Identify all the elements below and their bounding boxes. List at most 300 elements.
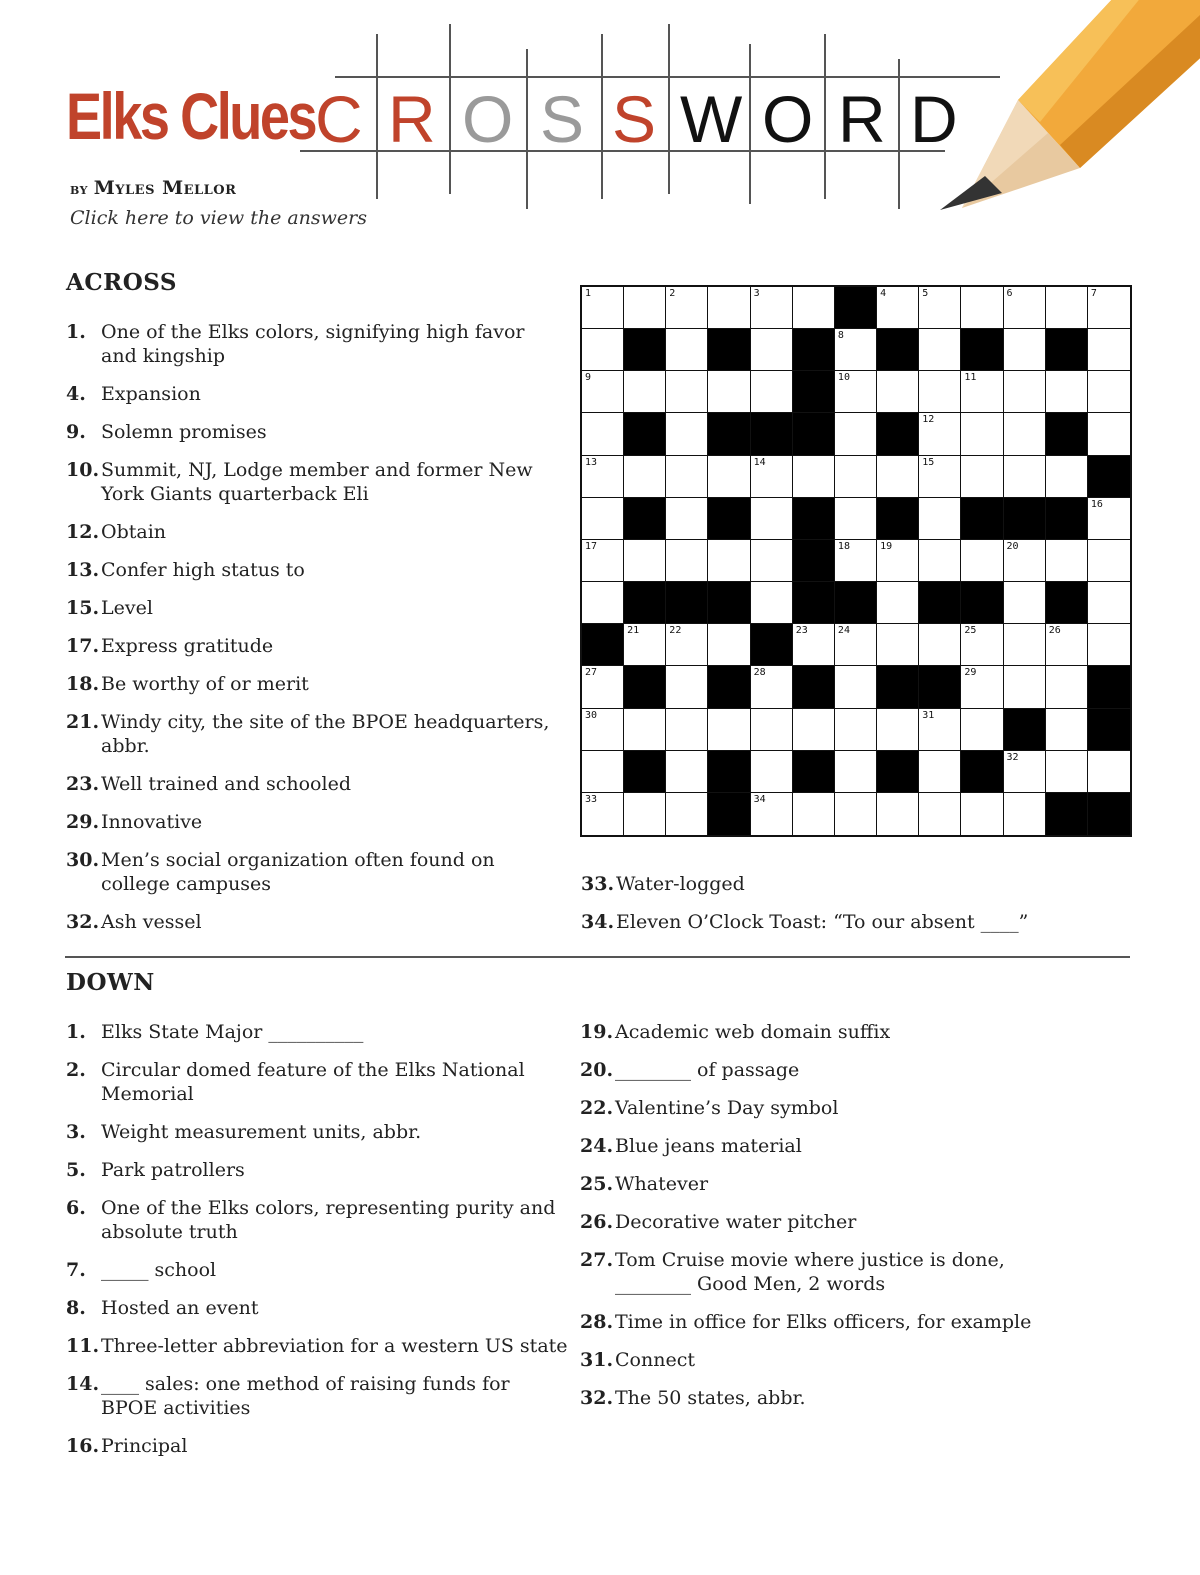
across-clue: [66, 848, 566, 896]
clue-number: 1.: [66, 321, 86, 343]
grid-black-cell: [1088, 456, 1130, 498]
crossword-grid: [580, 285, 1132, 837]
grid-cell[interactable]: [793, 793, 835, 835]
clue-number: 9.: [66, 421, 86, 443]
grid-cell[interactable]: [793, 624, 835, 666]
grid-black-cell: [877, 751, 919, 793]
grid-black-cell: [751, 624, 793, 666]
title-letter: R: [388, 82, 436, 156]
grid-cell[interactable]: [751, 371, 793, 413]
clue-text: Academic web domain suffix: [615, 1021, 891, 1043]
grid-cell[interactable]: [1004, 540, 1046, 582]
clue-text: Express gratitude: [101, 635, 274, 657]
grid-black-cell: [793, 371, 835, 413]
grid-cell[interactable]: [582, 371, 624, 413]
grid-cell-number: 31: [922, 709, 935, 721]
clue-text: _____ school: [101, 1259, 217, 1281]
grid-cell[interactable]: [666, 709, 708, 751]
grid-black-cell: [877, 329, 919, 371]
across-clue: [66, 520, 531, 544]
grid-cell[interactable]: [666, 287, 708, 329]
grid-cell[interactable]: [961, 413, 1003, 455]
grid-cell[interactable]: [961, 456, 1003, 498]
across-clue: [66, 634, 531, 658]
down-clue: [66, 1196, 556, 1244]
grid-cell-number: 12: [922, 414, 935, 426]
clue-number: 5.: [66, 1159, 86, 1181]
clue-number: 27.: [580, 1249, 614, 1271]
clue-number: 14.: [66, 1373, 100, 1395]
grid-cell[interactable]: [582, 582, 624, 624]
grid-cell[interactable]: [751, 498, 793, 540]
clue-text: Connect: [615, 1349, 695, 1371]
grid-cell[interactable]: [666, 329, 708, 371]
grid-cell[interactable]: [1046, 624, 1088, 666]
clue-text: ________ of passage: [615, 1059, 800, 1081]
grid-cell[interactable]: [751, 709, 793, 751]
clue-number: 26.: [580, 1211, 614, 1233]
grid-cell-number: 4: [880, 288, 887, 299]
grid-cell[interactable]: [1088, 371, 1130, 413]
clue-text: The 50 states, abbr.: [615, 1387, 806, 1409]
grid-black-cell: [751, 413, 793, 455]
grid-cell-number: 3: [753, 288, 760, 299]
grid-cell[interactable]: [961, 624, 1003, 666]
grid-cell-number: 26: [1048, 625, 1061, 637]
grid-black-cell: [919, 666, 961, 708]
grid-cell[interactable]: [708, 456, 750, 498]
grid-black-cell: [793, 413, 835, 455]
down-clue: [66, 1258, 531, 1282]
grid-cell-number: 19: [880, 540, 893, 552]
grid-cell-number: 5: [922, 288, 929, 299]
clue-number: 15.: [66, 597, 100, 619]
clue-number: 32.: [580, 1387, 614, 1409]
grid-cell-number: 7: [1090, 288, 1097, 299]
clue-number: 7.: [66, 1259, 86, 1281]
grid-cell[interactable]: [751, 793, 793, 835]
grid-cell[interactable]: [835, 709, 877, 751]
grid-cell[interactable]: [666, 751, 708, 793]
grid-cell[interactable]: [877, 371, 919, 413]
grid-cell[interactable]: [877, 287, 919, 329]
grid-cell[interactable]: [1088, 329, 1130, 371]
grid-black-cell: [793, 666, 835, 708]
clue-text: Solemn promises: [101, 421, 267, 443]
grid-cell-number: 10: [837, 372, 850, 384]
section-divider: [65, 956, 1130, 958]
down-clue: [580, 1020, 1140, 1044]
grid-black-cell: [708, 666, 750, 708]
grid-cell-number: 25: [964, 625, 977, 637]
grid-cell[interactable]: [835, 540, 877, 582]
grid-black-cell: [961, 582, 1003, 624]
title-letter: C: [315, 82, 363, 156]
grid-cell[interactable]: [624, 287, 666, 329]
grid-cell-number: 27: [585, 667, 598, 679]
grid-cell[interactable]: [708, 709, 750, 751]
grid-cell[interactable]: [624, 624, 666, 666]
grid-cell[interactable]: [877, 582, 919, 624]
grid-black-cell: [1046, 793, 1088, 835]
grid-cell[interactable]: [1088, 624, 1130, 666]
clue-text: Hosted an event: [101, 1297, 259, 1319]
grid-cell-number: 8: [837, 330, 844, 342]
grid-cell[interactable]: [624, 540, 666, 582]
grid-cell[interactable]: [751, 456, 793, 498]
grid-cell[interactable]: [919, 540, 961, 582]
grid-black-cell: [624, 751, 666, 793]
grid-cell-number: 9: [585, 372, 592, 384]
clue-number: 10.: [66, 459, 100, 481]
grid-cell[interactable]: [919, 751, 961, 793]
grid-cell[interactable]: [666, 793, 708, 835]
grid-black-cell: [961, 329, 1003, 371]
grid-cell[interactable]: [582, 329, 624, 371]
clue-number: 4.: [66, 383, 86, 405]
grid-cell[interactable]: [582, 540, 624, 582]
grid-black-cell: [961, 498, 1003, 540]
grid-cell-number: 21: [627, 625, 640, 637]
clue-number: 24.: [580, 1135, 614, 1157]
grid-cell-number: 6: [1006, 288, 1013, 299]
grid-cell[interactable]: [1088, 498, 1130, 540]
clue-number: 31.: [580, 1349, 614, 1371]
clue-number: 8.: [66, 1297, 86, 1319]
grid-cell[interactable]: [961, 287, 1003, 329]
clue-number: 16.: [66, 1435, 100, 1457]
grid-cell[interactable]: [582, 456, 624, 498]
grid-cell[interactable]: [919, 329, 961, 371]
grid-cell[interactable]: [751, 582, 793, 624]
grid-black-cell: [1046, 329, 1088, 371]
clue-text: Eleven O’Clock Toast: “To our absent ____”: [616, 911, 1029, 933]
grid-black-cell: [708, 751, 750, 793]
grid-black-cell: [835, 287, 877, 329]
clue-text: Valentine’s Day symbol: [615, 1097, 839, 1119]
grid-cell[interactable]: [624, 793, 666, 835]
grid-cell[interactable]: [919, 287, 961, 329]
down-clue: [580, 1134, 1140, 1158]
grid-cell[interactable]: [1004, 751, 1046, 793]
grid-cell[interactable]: [751, 666, 793, 708]
grid-cell[interactable]: [961, 540, 1003, 582]
grid-black-cell: [1088, 709, 1130, 751]
grid-cell[interactable]: [582, 709, 624, 751]
grid-black-cell: [1004, 498, 1046, 540]
clue-number: 19.: [580, 1021, 614, 1043]
clue-number: 2.: [66, 1059, 86, 1081]
clue-text: Men’s social organization often found on college campuses: [101, 849, 495, 895]
clue-text: Time in office for Elks officers, for example: [615, 1311, 1032, 1333]
clue-number: 18.: [66, 673, 100, 695]
grid-cell-number: 32: [1006, 751, 1019, 763]
title-letter: O: [462, 82, 514, 156]
clue-number: 13.: [66, 559, 100, 581]
clue-text: Obtain: [101, 521, 167, 543]
grid-black-cell: [793, 751, 835, 793]
grid-cell[interactable]: [877, 793, 919, 835]
grid-cell-number: 1: [585, 288, 592, 299]
grid-black-cell: [835, 582, 877, 624]
clue-text: Level: [101, 597, 153, 619]
grid-cell[interactable]: [1004, 287, 1046, 329]
grid-black-cell: [708, 498, 750, 540]
clue-text: ____ sales: one method of raising funds for BPOE activities: [101, 1373, 510, 1419]
grid-cell[interactable]: [1046, 666, 1088, 708]
view-answers-link[interactable]: Click here to view the answers: [70, 207, 368, 229]
clue-text: Well trained and schooled: [101, 773, 351, 795]
grid-black-cell: [793, 498, 835, 540]
title-letter: O: [762, 82, 814, 156]
grid-cell-number: 30: [585, 709, 598, 721]
clue-number: 3.: [66, 1121, 86, 1143]
down-clue: [66, 1296, 531, 1320]
grid-cell[interactable]: [582, 666, 624, 708]
pencil-icon: [930, 0, 1200, 215]
grid-cell-number: 15: [922, 456, 935, 468]
clue-number: 25.: [580, 1173, 614, 1195]
grid-cell-number: 29: [964, 667, 977, 679]
grid-cell-number: 11: [964, 372, 977, 384]
grid-cell[interactable]: [835, 751, 877, 793]
grid-cell-number: 20: [1006, 540, 1019, 552]
grid-cell[interactable]: [1088, 582, 1130, 624]
down-clue: [66, 1372, 526, 1420]
clue-text: Elks State Major __________: [101, 1021, 364, 1043]
grid-cell[interactable]: [751, 287, 793, 329]
grid-cell[interactable]: [877, 540, 919, 582]
grid-cell[interactable]: [1004, 329, 1046, 371]
title-letter: S: [540, 82, 585, 156]
across-clue: [66, 772, 531, 796]
grid-cell[interactable]: [624, 456, 666, 498]
down-clue: [66, 1120, 531, 1144]
clue-number: 1.: [66, 1021, 86, 1043]
across-clue: [581, 910, 1141, 934]
clue-text: One of the Elks colors, signifying high favor and kingship: [101, 321, 525, 367]
grid-black-cell: [1046, 582, 1088, 624]
grid-cell[interactable]: [666, 666, 708, 708]
grid-cell[interactable]: [1004, 666, 1046, 708]
grid-black-cell: [1046, 498, 1088, 540]
grid-cell[interactable]: [708, 287, 750, 329]
clue-number: 22.: [580, 1097, 614, 1119]
grid-cell[interactable]: [961, 793, 1003, 835]
grid-black-cell: [708, 329, 750, 371]
down-clue: [580, 1172, 1140, 1196]
grid-cell[interactable]: [877, 709, 919, 751]
across-clue: [66, 672, 531, 696]
grid-black-cell: [1046, 413, 1088, 455]
clue-text: Tom Cruise movie where justice is done, ________ Good Men, 2 words: [615, 1249, 1005, 1295]
clue-number: 11.: [66, 1335, 100, 1357]
title-letter: W: [680, 82, 743, 156]
grid-cell[interactable]: [961, 371, 1003, 413]
across-clue: [66, 458, 536, 506]
clue-text: One of the Elks colors, representing purity and absolute truth: [101, 1197, 556, 1243]
clue-number: 12.: [66, 521, 100, 543]
grid-cell-number: 24: [837, 625, 850, 637]
grid-cell[interactable]: [666, 456, 708, 498]
grid-cell[interactable]: [1088, 540, 1130, 582]
grid-black-cell: [666, 582, 708, 624]
grid-cell[interactable]: [1088, 287, 1130, 329]
grid-cell-number: 23: [795, 625, 808, 637]
grid-cell[interactable]: [1088, 413, 1130, 455]
grid-cell[interactable]: [835, 498, 877, 540]
grid-cell[interactable]: [961, 666, 1003, 708]
grid-cell[interactable]: [624, 709, 666, 751]
grid-cell[interactable]: [666, 371, 708, 413]
clue-number: 6.: [66, 1197, 86, 1219]
brand-title: Elks Clues: [66, 79, 316, 153]
grid-cell[interactable]: [877, 456, 919, 498]
grid-cell[interactable]: [877, 624, 919, 666]
grid-cell[interactable]: [666, 413, 708, 455]
clue-number: 30.: [66, 849, 100, 871]
clue-text: Summit, NJ, Lodge member and former New York Giants quarterback Eli: [101, 459, 533, 505]
grid-black-cell: [708, 413, 750, 455]
grid-cell-number: 13: [585, 456, 598, 468]
across-clue: [66, 320, 566, 368]
down-clue: [66, 1158, 531, 1182]
grid-cell[interactable]: [793, 709, 835, 751]
grid-cell[interactable]: [582, 751, 624, 793]
grid-cell[interactable]: [666, 498, 708, 540]
byline-author: Myles Mellor: [93, 177, 237, 199]
grid-cell[interactable]: [582, 287, 624, 329]
grid-cell[interactable]: [1046, 287, 1088, 329]
grid-cell[interactable]: [751, 540, 793, 582]
clue-number: 28.: [580, 1311, 614, 1333]
grid-cell[interactable]: [835, 624, 877, 666]
grid-cell-number: 17: [585, 540, 598, 552]
grid-cell[interactable]: [919, 371, 961, 413]
clue-number: 21.: [66, 711, 100, 733]
grid-cell[interactable]: [919, 498, 961, 540]
clue-text: Three-letter abbreviation for a western US state: [101, 1335, 568, 1357]
down-clue: [580, 1248, 1020, 1296]
across-clue: [66, 558, 531, 582]
clue-number: 20.: [580, 1059, 614, 1081]
grid-cell[interactable]: [793, 287, 835, 329]
grid-cell[interactable]: [1004, 456, 1046, 498]
grid-cell[interactable]: [835, 413, 877, 455]
grid-cell[interactable]: [1004, 413, 1046, 455]
clue-text: Confer high status to: [101, 559, 305, 581]
grid-black-cell: [708, 793, 750, 835]
title-letter: R: [838, 82, 886, 156]
down-clue: [580, 1096, 1140, 1120]
grid-cell[interactable]: [793, 456, 835, 498]
grid-black-cell: [877, 413, 919, 455]
clue-text: Principal: [101, 1435, 188, 1457]
grid-cell[interactable]: [1004, 371, 1046, 413]
clue-text: Ash vessel: [101, 911, 202, 933]
across-clue: [66, 420, 531, 444]
down-clue: [66, 1434, 531, 1458]
grid-cell[interactable]: [624, 371, 666, 413]
grid-cell[interactable]: [835, 666, 877, 708]
grid-cell[interactable]: [835, 793, 877, 835]
grid-black-cell: [624, 582, 666, 624]
clue-number: 23.: [66, 773, 100, 795]
grid-cell-number: 18: [837, 540, 850, 552]
clue-text: Decorative water pitcher: [615, 1211, 857, 1233]
grid-cell[interactable]: [666, 624, 708, 666]
grid-cell[interactable]: [666, 540, 708, 582]
grid-cell[interactable]: [751, 751, 793, 793]
grid-cell[interactable]: [1046, 751, 1088, 793]
clue-number: 17.: [66, 635, 100, 657]
clue-text: Expansion: [101, 383, 201, 405]
grid-black-cell: [624, 498, 666, 540]
grid-cell-number: 14: [753, 456, 766, 468]
down-clue: [580, 1386, 1140, 1410]
grid-cell[interactable]: [919, 624, 961, 666]
grid-black-cell: [793, 540, 835, 582]
grid-cell[interactable]: [1046, 709, 1088, 751]
across-clue: [66, 910, 531, 934]
grid-cell[interactable]: [919, 709, 961, 751]
grid-cell[interactable]: [751, 329, 793, 371]
grid-cell-number: 34: [753, 793, 766, 805]
across-clue: [66, 596, 531, 620]
down-clue: [580, 1310, 1140, 1334]
grid-cell[interactable]: [582, 793, 624, 835]
clue-text: Park patrollers: [101, 1159, 245, 1181]
title-letter: D: [910, 82, 958, 156]
grid-black-cell: [877, 498, 919, 540]
grid-cell[interactable]: [708, 624, 750, 666]
grid-cell[interactable]: [582, 498, 624, 540]
grid-cell[interactable]: [1046, 371, 1088, 413]
clue-text: Windy city, the site of the BPOE headquarters, abbr.: [101, 711, 550, 757]
grid-cell[interactable]: [708, 371, 750, 413]
grid-cell[interactable]: [835, 329, 877, 371]
grid-black-cell: [624, 666, 666, 708]
grid-cell-number: 33: [585, 793, 598, 805]
grid-cell[interactable]: [1046, 456, 1088, 498]
grid-black-cell: [708, 582, 750, 624]
grid-black-cell: [1004, 709, 1046, 751]
grid-cell[interactable]: [919, 413, 961, 455]
grid-cell[interactable]: [961, 709, 1003, 751]
grid-cell[interactable]: [835, 456, 877, 498]
grid-black-cell: [1088, 666, 1130, 708]
across-clue: [66, 710, 556, 758]
across-heading: ACROSS: [66, 269, 178, 296]
clue-text: Circular domed feature of the Elks National Memorial: [101, 1059, 525, 1105]
down-clue: [580, 1348, 1140, 1372]
clue-number: 33.: [581, 873, 615, 895]
grid-cell[interactable]: [1088, 751, 1130, 793]
grid-cell[interactable]: [582, 413, 624, 455]
grid-cell[interactable]: [1004, 582, 1046, 624]
grid-cell-number: 28: [753, 667, 766, 679]
grid-cell[interactable]: [919, 456, 961, 498]
grid-cell[interactable]: [835, 371, 877, 413]
grid-cell[interactable]: [1004, 793, 1046, 835]
title-letter: S: [612, 82, 657, 156]
grid-cell[interactable]: [1046, 540, 1088, 582]
clue-text: Be worthy of or merit: [101, 673, 309, 695]
grid-cell[interactable]: [919, 793, 961, 835]
grid-cell[interactable]: [1004, 624, 1046, 666]
grid-cell[interactable]: [708, 540, 750, 582]
clue-text: Blue jeans material: [615, 1135, 802, 1157]
